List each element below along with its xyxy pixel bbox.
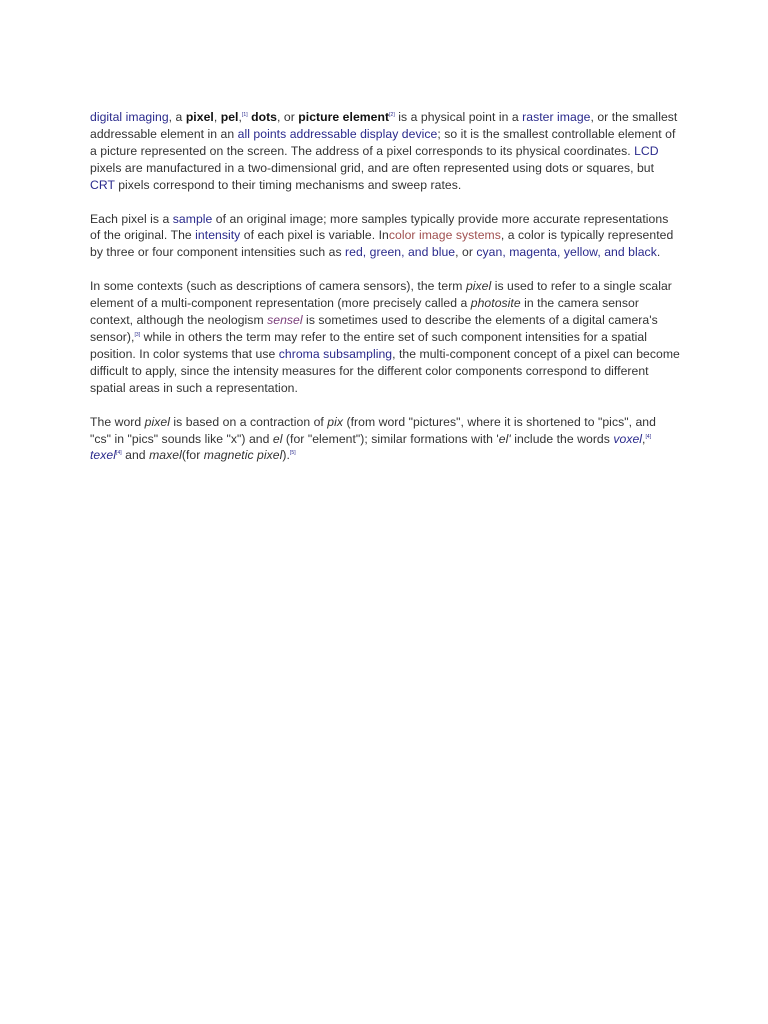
text: pixels correspond to their timing mechanisms and sweep rates.	[114, 177, 462, 192]
text: is based on a contraction of	[169, 414, 328, 429]
article-body	[90, 109, 680, 481]
term-picture-element: picture element	[298, 110, 390, 124]
link-sensel[interactable]: sensel	[267, 313, 303, 328]
link-red-green-blue[interactable]: red, green, and blue	[345, 245, 456, 260]
text: , the multi-component concept of a pixel can become difficult to apply, since the intensity measures for the different color components correspond to different spatial areas in such a representation.	[90, 346, 680, 395]
footnote-ref-4b[interactable]: [4]	[116, 450, 122, 457]
footnote-ref-3[interactable]: [3]	[134, 331, 141, 338]
text: while in others the term may refer to the entire set of such component intensities for a spatial position. In color systems that use	[90, 329, 647, 361]
term-pixel-italic: pixel	[144, 414, 170, 429]
link-lcd[interactable]: LCD	[634, 143, 659, 158]
link-voxel[interactable]: voxel	[613, 431, 643, 446]
paragraph-definition	[90, 109, 680, 194]
link-cmyk[interactable]: cyan, magenta, yellow, and black	[476, 245, 657, 260]
link-texel[interactable]: texel	[90, 448, 116, 463]
term-el: el	[272, 431, 283, 446]
text: ).	[282, 448, 290, 463]
term-maxel: maxel	[149, 448, 182, 463]
link-chroma-subsampling[interactable]: chroma subsampling	[278, 346, 393, 361]
link-raster-image[interactable]: raster image	[522, 110, 591, 124]
term-photosite: photosite	[470, 296, 521, 311]
text: , or	[277, 110, 299, 124]
link-all-points-addressable[interactable]: all points addressable display device	[237, 126, 438, 141]
text: , a	[168, 110, 186, 124]
text: is a physical point in a	[394, 110, 523, 124]
text: ,	[238, 110, 242, 124]
paragraph-sampling	[90, 211, 680, 262]
text: ,	[642, 431, 646, 446]
term-pixel: pixel	[185, 110, 214, 124]
link-sample[interactable]: sample	[172, 211, 213, 226]
term-pixel-italic: pixel	[465, 279, 492, 294]
text: The word	[90, 414, 145, 429]
term-pel: pel	[220, 110, 239, 124]
text: pixels are manufactured in a two-dimensional grid, and are often represented using dots or squares, but	[90, 160, 655, 175]
text: (from word "pictures", where it is shortened to "pics", and "cs" in "pics" sounds like "x") and	[90, 414, 656, 446]
text: ; so it is the smallest controllable element of a picture represented on the screen. The address of a pixel corresponds to its physical coordinates.	[90, 126, 676, 158]
text: (for "element"); similar formations with '	[282, 431, 499, 446]
text: Each pixel is a	[90, 211, 173, 226]
link-crt[interactable]: CRT	[90, 177, 115, 192]
text: in the camera sensor context, although the neologism	[90, 296, 639, 328]
footnote-ref-2[interactable]: [2]	[389, 112, 395, 118]
term-dots: dots	[251, 110, 278, 124]
term-magnetic-pixel: magnetic pixel	[203, 448, 283, 463]
link-digital-imaging[interactable]: digital imaging	[90, 110, 169, 124]
text: .	[656, 245, 661, 260]
term-pix: pix	[327, 414, 344, 429]
paragraph-sensors	[90, 278, 680, 396]
footnote-ref-1[interactable]: [1]	[241, 112, 248, 118]
text: is used to refer to a single scalar element of a multi-component representation (more precisely called a	[90, 279, 672, 311]
text: (for	[181, 448, 204, 463]
text: , or the smallest addressable element in an	[90, 110, 678, 141]
text: , or	[455, 245, 477, 260]
paragraph-etymology	[90, 414, 680, 465]
footnote-ref-5[interactable]: [5]	[289, 450, 296, 457]
text: ,	[213, 110, 221, 124]
text: include the words	[510, 431, 614, 446]
link-intensity[interactable]: intensity	[195, 228, 241, 243]
footnote-ref-4a[interactable]: [4]	[645, 433, 652, 440]
link-color-image-systems[interactable]: color image systems	[388, 228, 501, 243]
term-el-quoted: el'	[498, 431, 511, 446]
text: In some contexts (such as descriptions of camera sensors), the term	[90, 279, 466, 294]
text: of an original image; more samples typically provide more accurate representations of the original. The	[90, 211, 669, 243]
text: is sometimes used to describe the elements of a digital camera's sensor),	[90, 313, 658, 344]
text: and	[121, 448, 150, 463]
text: , a color is typically represented by three or four component intensities such as	[90, 228, 674, 260]
text: of each pixel is variable. In	[240, 228, 389, 243]
